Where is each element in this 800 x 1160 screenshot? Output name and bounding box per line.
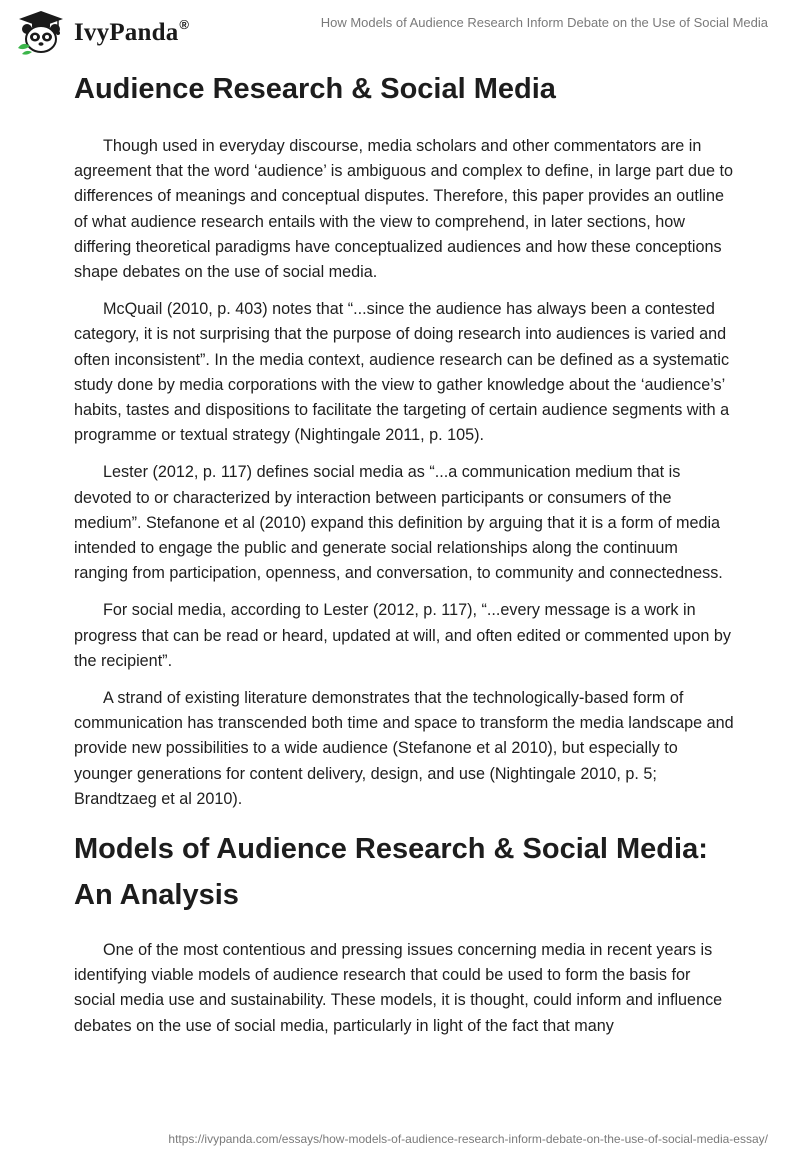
paragraph: For social media, according to Lester (2012, p. 117), “...every message is a work in progress that can be read or heard, updated at will, and often edited or commented upon by the recipient”. bbox=[74, 601, 731, 670]
essay-content bbox=[74, 66, 734, 1051]
page-header bbox=[0, 0, 800, 60]
panda-logo-icon bbox=[14, 8, 68, 56]
document-title: How Models of Audience Research Inform Debate on the Use of Social Media bbox=[320, 15, 768, 30]
section-heading-audience-research: Audience Research & Social Media bbox=[74, 73, 556, 105]
paragraph: Though used in everyday discourse, media scholars and other commentators are in agreement that the word ‘audience’ is ambiguous and complex to define, in large part due to differences of meanings and conceptual disputes. Therefore, this paper provides an outline of what audience research entails with the view to comprehend, in later sections, how differing theoretical paradigms have conceptualized audiences and how these conceptions shape debates on the use of social media. bbox=[74, 137, 733, 282]
logo[interactable] bbox=[14, 8, 189, 56]
paragraph: McQuail (2010, p. 403) notes that “...since the audience has always been a contested category, it is not surprising that the purpose of doing research into audiences is varied and often inconsistent”. In the media context, audience research can be defined as a systematic study done by media corporations with the view to gather knowledge about the ‘audience’s’ habits, tastes and dispositions to facilitate the targeting of certain audience segments with a programme or textual strategy (Nightingale 2011, p. 105). bbox=[74, 300, 730, 445]
section-heading-models-analysis: Models of Audience Research & Social Media: An Analysis bbox=[74, 833, 708, 912]
logo-wordmark: IvyPanda® bbox=[74, 17, 190, 46]
paragraph: One of the most contentious and pressing issues concerning media in recent years is identifying viable models of audience research that could be used to form the basis for social media use and sustainability. These models, it is thought, could inform and influence debates on the use of social media, particularly in light of the fact that many bbox=[74, 941, 723, 1035]
source-url[interactable]: https://ivypanda.com/essays/how-models-of-audience-research-inform-debate-on-the-use-of-social-media-essay/ bbox=[168, 1132, 768, 1146]
paragraph: A strand of existing literature demonstrates that the technologically-based form of communication has transcended both time and space to transform the media landscape and provide new possibilities to a wide audience (Stefanone et al 2010), but especially to younger generations for content delivery, design, and use (Nightingale 2010, p. 5; Brandtzaeg et al 2010). bbox=[74, 689, 734, 808]
paragraph: Lester (2012, p. 117) defines social media as “...a communication medium that is devoted to or characterized by interaction between participants or consumers of the medium”. Stefanone et al (2010) expand this definition by arguing that it is a form of media intended to engage the public and generate social relationships along the continuum ranging from participation, openness, and conversation, to community and connectedness. bbox=[74, 463, 723, 583]
